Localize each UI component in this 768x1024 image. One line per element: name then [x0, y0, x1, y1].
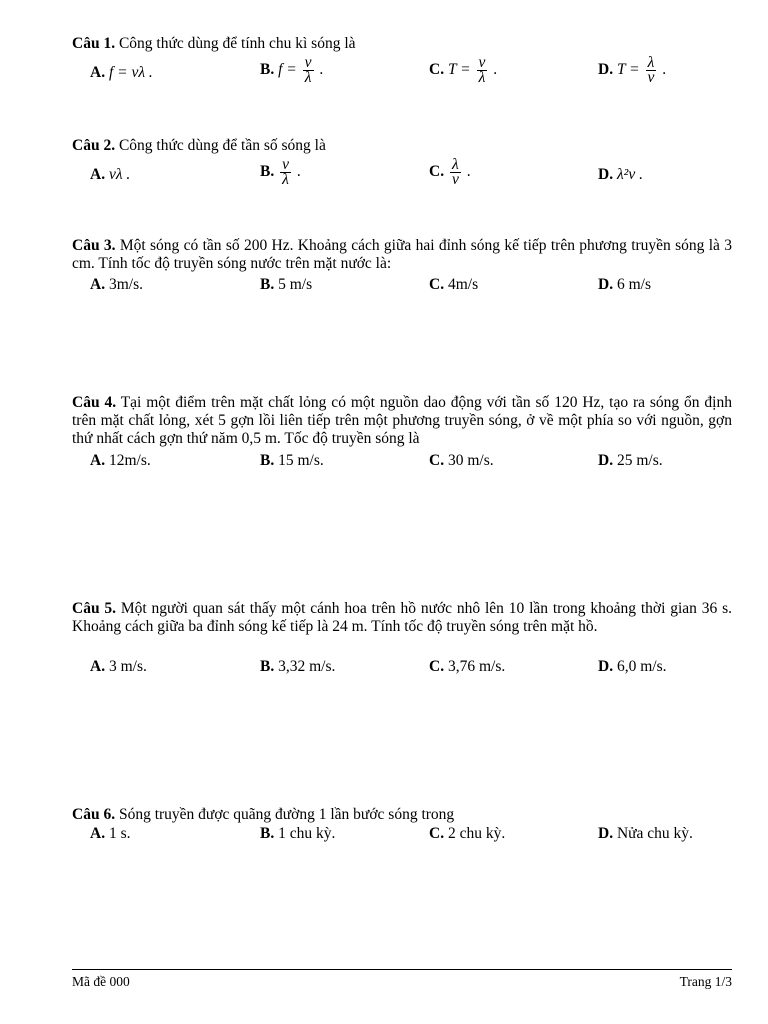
q6-option-c — [429, 825, 505, 843]
fraction — [280, 158, 291, 187]
question-text: Một sóng có tần số 200 Hz. Khoảng cách giữa hai đỉnh sóng kế tiếp trên phương truyền sóng là 3 cm. Tính tốc độ truyền sóng nước trên mặt nước là: — [72, 237, 732, 272]
q6-option-b — [260, 825, 335, 843]
q3-option-a — [90, 276, 143, 294]
question-number: Câu 2. — [72, 137, 116, 154]
fraction-denominator: λ — [304, 69, 312, 86]
option-label: C. — [429, 163, 445, 181]
q5-option-d — [598, 658, 666, 676]
question-number: Câu 5. — [72, 600, 117, 617]
option-label: D. — [598, 658, 614, 675]
formula-tail: . — [319, 61, 324, 79]
formula-tail: . — [493, 61, 498, 79]
fraction-numerator: v — [282, 156, 289, 173]
option-text: 4m/s — [447, 276, 479, 293]
option-text: 5 m/s — [278, 276, 313, 293]
q2-option-b — [260, 158, 301, 187]
option-label: B. — [260, 276, 275, 293]
footer-divider — [72, 969, 732, 970]
q6-option-d — [598, 825, 693, 843]
q2-option-a — [90, 166, 130, 184]
question-2 — [72, 137, 732, 155]
question-text: Sóng truyền được quãng đường 1 lần bước sóng trong — [118, 806, 455, 823]
option-text: 3,32 m/s. — [278, 658, 336, 675]
q1-option-b — [260, 56, 323, 85]
q4-option-d — [598, 452, 663, 470]
fraction — [477, 56, 488, 85]
question-5 — [72, 600, 732, 636]
option-label: A. — [90, 452, 106, 469]
option-text: 1 s. — [108, 825, 131, 842]
q2-option-c — [429, 158, 471, 187]
question-number: Câu 6. — [72, 806, 116, 823]
formula-tail: . — [662, 61, 667, 79]
q6-option-a — [90, 825, 131, 843]
formula-lhs: T = — [447, 61, 471, 79]
option-text: 2 chu kỳ. — [447, 825, 506, 842]
question-text: Một người quan sát thấy một cánh hoa trên hồ nước nhô lên 10 lần trong khoảng thời gian 36 s. Khoảng cách giữa ba đỉnh sóng kế tiếp là 24 m. Tính tốc độ truyền sóng trên mặt hồ. — [72, 600, 732, 635]
fraction-numerator: λ — [646, 56, 657, 71]
fraction-numerator: v — [478, 54, 486, 71]
fraction — [646, 56, 657, 85]
option-label: A. — [90, 166, 106, 183]
option-label: D. — [598, 61, 614, 79]
option-text: 6 m/s — [616, 276, 651, 293]
option-label: B. — [260, 658, 275, 675]
option-label: C. — [429, 276, 445, 293]
option-label: D. — [598, 825, 614, 842]
q2-option-d — [598, 166, 643, 184]
formula-tail: . — [466, 163, 471, 181]
option-text: 1 chu kỳ. — [278, 825, 336, 842]
fraction — [303, 56, 314, 85]
option-label: B. — [260, 163, 275, 181]
q3-option-c — [429, 276, 478, 294]
page-number: Trang 1/3 — [679, 974, 732, 989]
option-text: 3m/s. — [108, 276, 143, 293]
question-text: Công thức dùng để tính chu kì sóng là — [118, 35, 356, 52]
option-formula: f = vλ . — [108, 64, 153, 81]
q1-option-a — [90, 64, 153, 82]
q5-option-c — [429, 658, 505, 676]
option-label: B. — [260, 825, 275, 842]
option-text: 12m/s. — [108, 452, 151, 469]
formula-lhs: f = — [278, 61, 297, 79]
fraction-denominator: v — [647, 69, 655, 86]
q1-option-d — [598, 56, 666, 85]
option-label: A. — [90, 825, 106, 842]
q3-option-b — [260, 276, 312, 294]
question-number: Câu 1. — [72, 35, 116, 52]
exam-code: Mã đề 000 — [72, 974, 130, 989]
option-formula: vλ . — [108, 166, 131, 183]
q3-option-d — [598, 276, 651, 294]
fraction-denominator: λ — [478, 69, 486, 86]
q5-option-a — [90, 658, 147, 676]
option-label: A. — [90, 276, 106, 293]
option-label: C. — [429, 452, 445, 469]
option-label: A. — [90, 64, 106, 81]
option-label: C. — [429, 61, 445, 79]
option-text: 15 m/s. — [278, 452, 324, 469]
option-text: 25 m/s. — [616, 452, 663, 469]
question-text: Tại một điểm trên mặt chất lỏng có một nguồn dao động với tần số 120 Hz, tạo ra sóng ổn định trên mặt chất lỏng, xét 5 gợn lồi liên tiếp trên một phương truyền sóng, ở về một phía so với nguồn, gợn thứ nhất cách gợn thứ năm 0,5 m. Tốc độ truyền sóng là — [72, 394, 732, 447]
q4-option-a — [90, 452, 151, 470]
question-text: Công thức dùng để tần số sóng là — [118, 137, 326, 154]
fraction-denominator: λ — [282, 171, 289, 188]
option-label: B. — [260, 61, 275, 79]
option-text: Nửa chu kỳ. — [616, 825, 693, 842]
q1-option-c — [429, 56, 497, 85]
q4-option-b — [260, 452, 324, 470]
option-label: D. — [598, 166, 614, 183]
q5-option-b — [260, 658, 335, 676]
formula-tail: . — [296, 163, 301, 181]
question-4 — [72, 394, 732, 448]
formula-lhs: T = — [616, 61, 640, 79]
question-number: Câu 3. — [72, 237, 116, 254]
option-text: 3,76 m/s. — [447, 658, 506, 675]
fraction — [450, 158, 461, 187]
question-3 — [72, 237, 732, 273]
fraction-numerator: v — [304, 54, 312, 71]
question-1 — [72, 35, 732, 53]
option-label: C. — [429, 825, 445, 842]
fraction-numerator: λ — [450, 158, 461, 173]
question-number: Câu 4. — [72, 394, 117, 411]
option-label: B. — [260, 452, 275, 469]
option-label: C. — [429, 658, 445, 675]
fraction-denominator: v — [451, 171, 459, 188]
option-text: 6,0 m/s. — [616, 658, 667, 675]
option-label: D. — [598, 452, 614, 469]
q4-option-c — [429, 452, 494, 470]
option-label: A. — [90, 658, 106, 675]
option-formula: λ²v . — [616, 166, 643, 183]
option-label: D. — [598, 276, 614, 293]
option-text: 30 m/s. — [447, 452, 494, 469]
question-6 — [72, 806, 732, 824]
option-text: 3 m/s. — [108, 658, 147, 675]
